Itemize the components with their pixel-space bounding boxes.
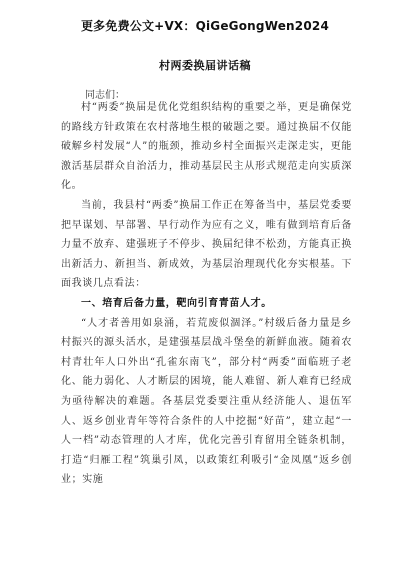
salutation: 同志们： — [85, 90, 125, 101]
section-heading-1: 一、培育后备力量，靶向引育青苗人才。 — [81, 297, 272, 309]
paragraph-3: “人才者善用如泉涌，若荒废似涸泽。”村级后备力量是乡村振兴的源头活水，是建强基层战斗堡垒的新鲜血液。随着农村青壮年人口外出“孔雀东南飞”，部分村“两委”面临班子老化、能力弱化、人才断层的困境，能人难留、新人难育已经成为亟待解决的难题。各基层党委要注重从经济能人、退伍军人、返乡创业青年等符合条件的人中挖掘“好苗”，建立起“一人一档”动态管理的人才库，优化完善引育留用全链条机制，打造“归雁工程”筑巢引凤，以政策红利吸引“金凤凰”返乡创业；实施 — [61, 317, 352, 486]
document-title: 村两委换届讲话稿 — [159, 59, 251, 72]
paragraph-1: 村“两委”换届是优化党组织结构的重要之举，更是确保党的路线方针政策在农村落地生根的破题之要。通过换届不仅能破解乡村发展“人”的瓶颈，推动乡村全面振兴走深走实，更能激活基层群众自治活力，推动基层民主从形式规范走向实质深化。 — [61, 102, 352, 192]
promo-banner: 更多免费公文+VX：QiGeGongWen2024 — [80, 19, 329, 33]
document-body — [61, 98, 352, 490]
paragraph-2: 当前，我县村“两委”换届工作正在筹备当中，基层党委要把早谋划、早部署、早行动作为应有之义，唯有做到培育后备力量不放弃、建强班子不停步、换届纪律不松劲，方能真正换出新活力、新担当、新成效，为基层治理现代化夯实根基。下面我谈几点看法： — [61, 199, 352, 290]
